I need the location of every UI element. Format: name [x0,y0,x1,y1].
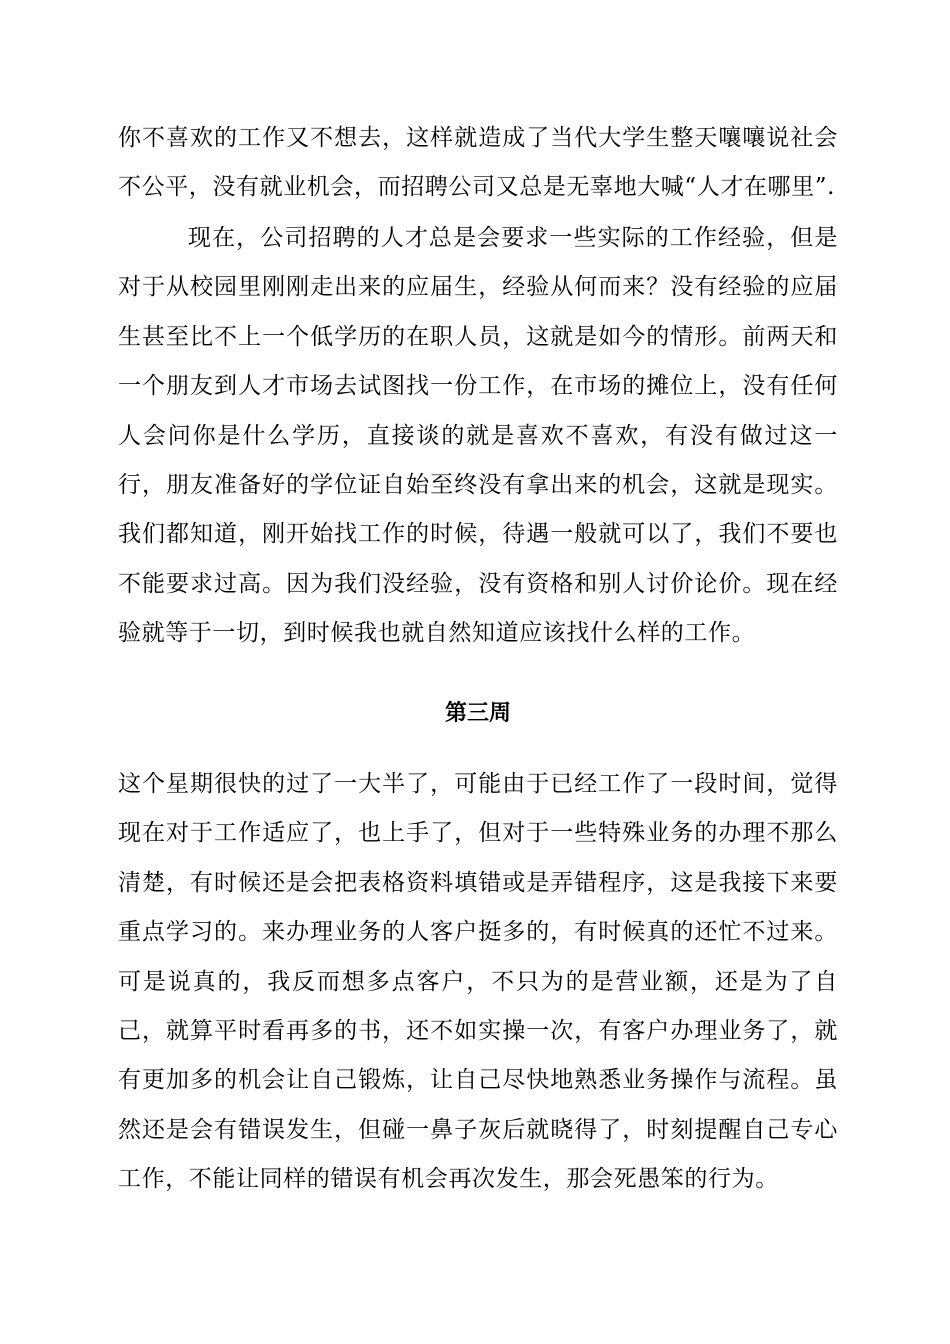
section-heading-week-three: 第三周 [444,701,511,726]
paragraph-1: 你不喜欢的工作又不想去，这样就造成了当代大学生整天嚷嚷说社会不公平，没有就业机会，而招聘公司又总是无辜地大喊“人才在哪里”. [118,125,838,201]
paragraph-3: 这个星期很快的过了一大半了，可能由于已经工作了一段时间，觉得现在对于工作适应了，也上手了，但对于一些特殊业务的办理不那么清楚，有时候还是会把表格资料填错或是弄错程序，这是我接下来要重点学习的。来办理业务的人客户挺多的，有时候真的还忙不过来。可是说真的，我反而想多点客户，不只为的是营业额，还是为了自己，就算平时看再多的书，还不如实操一次，有客户办理业务了，就有更加多的机会让自己锻炼，让自己尽快地熟悉业务操作与流程。虽然还是会有错误发生，但碰一鼻子灰后就晓得了，时刻提醒自己专心工作，不能让同样的错误有机会再次发生，那会死愚笨的行为。 [118,771,838,1193]
paragraph-2: 现在，公司招聘的人才总是会要求一些实际的工作经验，但是对于从校园里刚刚走出来的应届生，经验从何而来？没有经验的应届生甚至比不上一个低学历的在职人员，这就是如今的情形。前两天和一个朋友到人才市场去试图找一份工作，在市场的摊位上，没有任何人会问你是什么学历，直接谈的就是喜欢不喜欢，有没有做过这一行，朋友准备好的学位证自始至终没有拿出来的机会，这就是现实。我们都知道，刚开始找工作的时候，待遇一般就可以了，我们不要也不能要求过高。因为我们没经验，没有资格和别人讨价论价。现在经验就等于一切，到时候我也就自然知道应该找什么样的工作。 [118,225,838,647]
